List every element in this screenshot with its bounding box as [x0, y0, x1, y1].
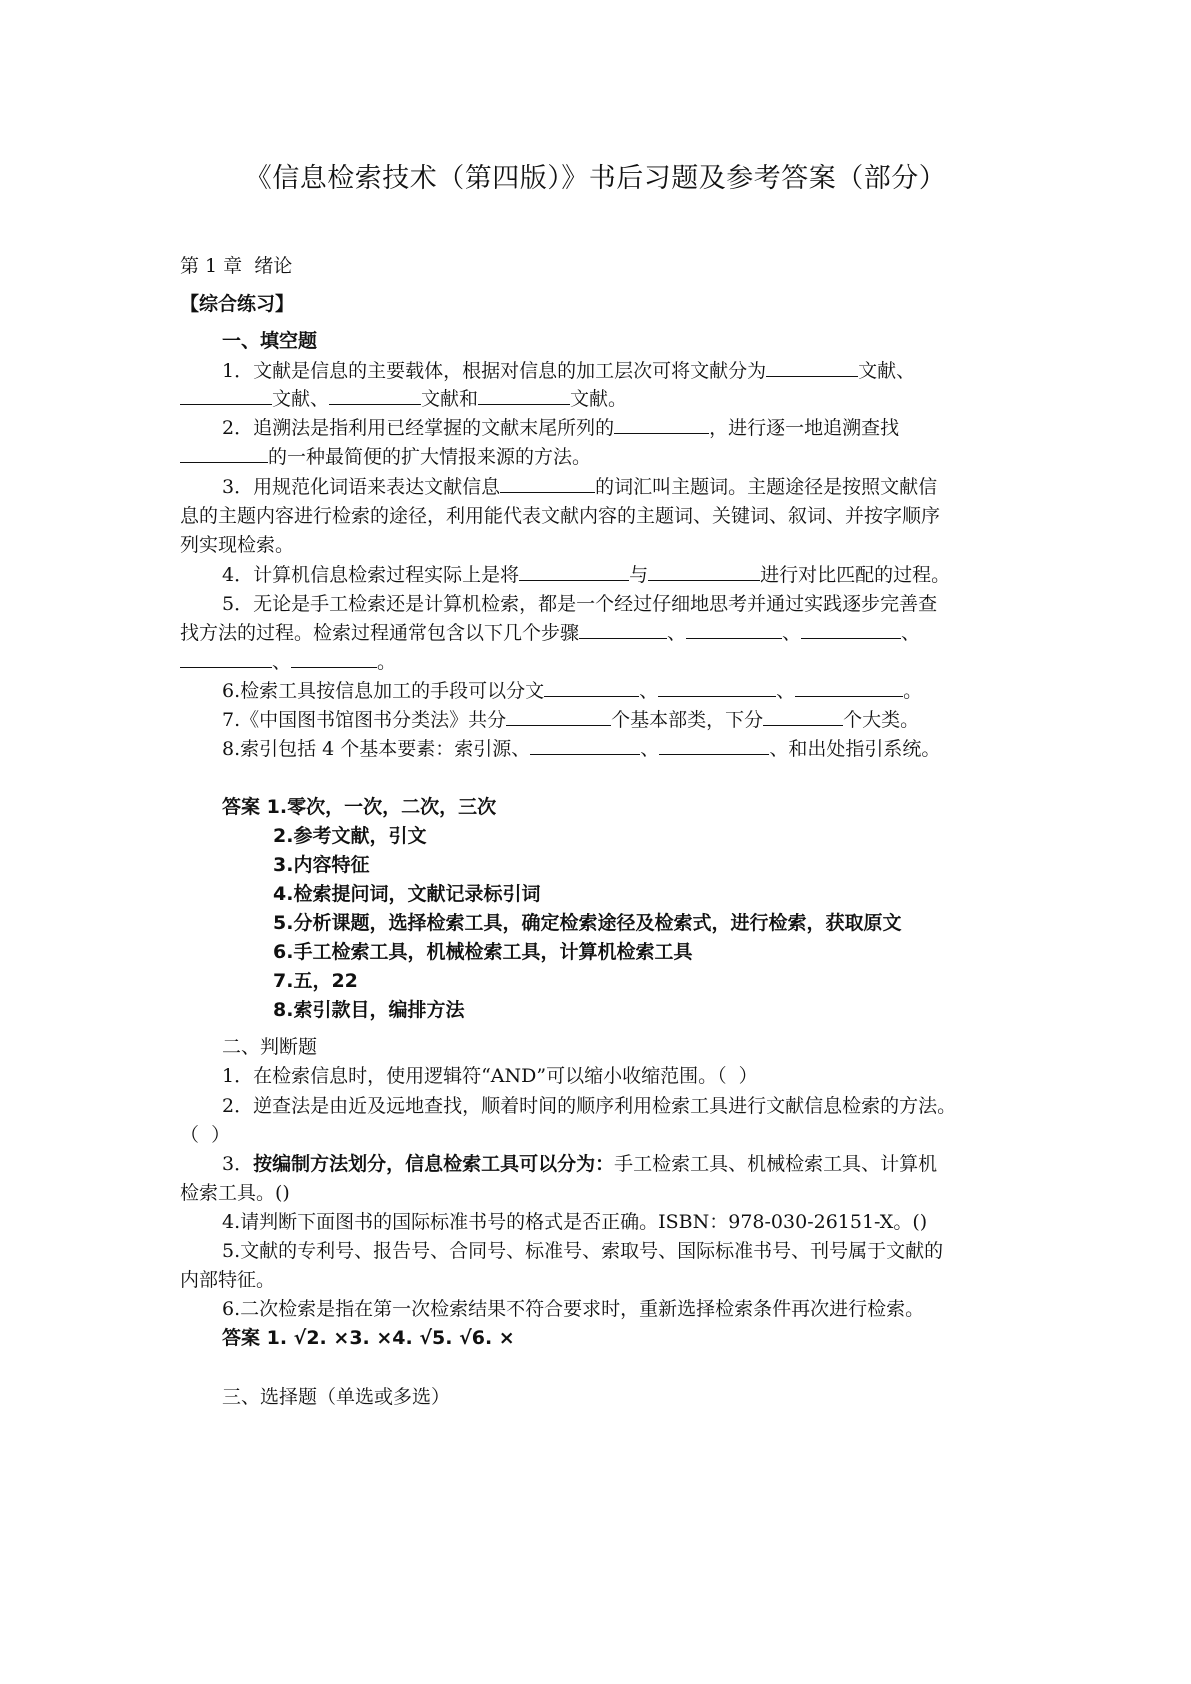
q5-line2: 找方法的过程。检索过程通常包含以下几个步骤 、 、 、 [180, 622, 921, 644]
q2-line2: 的一种最简便的扩大情报来源的方法。 [180, 443, 1010, 471]
section-heading: 【综合练习】 [180, 293, 295, 315]
document-title: 《信息检索技术（第四版）》书后习题及参考答案（部分） [244, 163, 947, 194]
tf-q2-line1: 2．逆查法是由近及远地查找，顺着时间的顺序利用检索工具进行文献信息检索的方法。 [222, 1095, 957, 1117]
tf-q5-line2: 内部特征。 [180, 1269, 276, 1291]
q3-line2: 息的主题内容进行检索的途径，利用能代表文献内容的主题词、关键词、叙词、并按字顺序 [180, 505, 941, 527]
q5-line3: 、 。 [180, 648, 1010, 676]
fill-answer-1: 答案 1.零次，一次，二次，三次 [222, 796, 497, 818]
true-false-heading: 二、判断题 [222, 1036, 318, 1058]
q3-line1: 3．用规范化词语来表达文献信息 的词汇叫主题词。主题途径是按照文献信 [222, 476, 938, 498]
tf-q4: 4.请判断下面图书的国际标准书号的格式是否正确。ISBN：978-030-26151-X。() [222, 1211, 928, 1233]
fill-answer-5: 5.分析课题，选择检索工具，确定检索途径及检索式，进行检索，获取原文 [273, 912, 902, 934]
fill-answer-8: 8.索引款目，编排方法 [273, 999, 465, 1021]
chapter-heading: 第 1 章 绪论 [180, 255, 293, 277]
tf-q6: 6.二次检索是指在第一次检索结果不符合要求时，重新选择检索条件再次进行检索。 [222, 1298, 925, 1320]
fill-answer-3: 3.内容特征 [273, 854, 370, 876]
q3-line3: 列实现检索。 [180, 534, 295, 556]
q2-line1: 2．追溯法是指利用已经掌握的文献末尾所列的 ，进行逐一地追溯查找 [222, 417, 900, 439]
tf-q5-line1: 5.文献的专利号、报告号、合同号、标准号、索取号、国际标准书号、刊号属于文献的 [222, 1240, 944, 1262]
tf-answer: 答案 1. √2. ×3. ×4. √5. √6. × [222, 1327, 515, 1349]
q8-line1: 8.索引包括 4 个基本要素：索引源、 、 、和出处指引系统。 [222, 738, 941, 760]
q1-line2: 文献、 文献和 文献。 [180, 385, 1010, 413]
fill-answer-4: 4.检索提问词，文献记录标引词 [273, 883, 541, 905]
q6-line1: 6.检索工具按信息加工的手段可以分文 、 、 。 [222, 680, 923, 702]
tf-q3-line1: 3．按编制方法划分，信息检索工具可以分为：手工检索工具、机械检索工具、计算机 [222, 1153, 938, 1175]
q5-line1: 5．无论是手工检索还是计算机检索，都是一个经过仔细地思考并通过实践逐步完善查 [222, 593, 938, 615]
q1-line1: 1．文献是信息的主要载体，根据对信息的加工层次可将文献分为 文献、 [222, 360, 916, 382]
choice-heading: 三、选择题（单选或多选） [222, 1386, 451, 1408]
tf-q2-line2: （ ） [180, 1124, 231, 1146]
tf-q3-line2: 检索工具。() [180, 1182, 290, 1204]
fill-answer-6: 6.手工检索工具，机械检索工具，计算机检索工具 [273, 941, 693, 963]
tf-q1: 1．在检索信息时，使用逻辑符“AND”可以缩小收缩范围。（ ） [222, 1065, 758, 1087]
q4-line1: 4．计算机信息检索过程实际上是将 与 进行对比匹配的过程。 [222, 564, 951, 586]
q7-line1: 7.《中国图书馆图书分类法》共分 个基本部类，下分 个大类。 [222, 709, 920, 731]
fill-answer-2: 2.参考文献，引文 [273, 825, 427, 847]
fill-blank-heading: 一、填空题 [222, 330, 318, 352]
fill-answer-7: 7.五，22 [273, 970, 358, 992]
